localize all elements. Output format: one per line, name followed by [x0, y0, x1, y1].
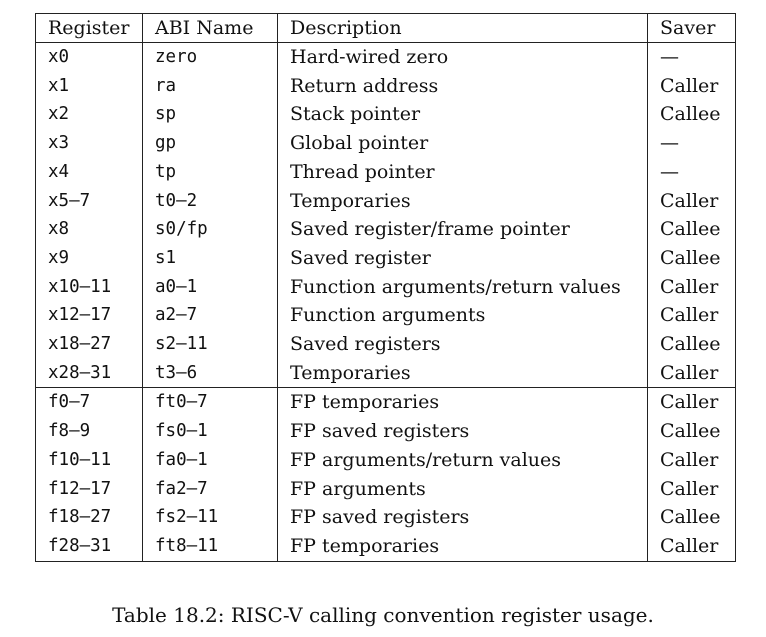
register-cell: f18–27	[36, 503, 143, 532]
register-cell: f0–7	[36, 388, 143, 417]
saver-cell: Callee	[648, 100, 736, 129]
table-row	[36, 215, 736, 244]
register-cell: x3	[36, 129, 143, 158]
saver-cell: Caller	[648, 187, 736, 216]
description-cell: FP saved registers	[278, 417, 648, 446]
description-cell: Saved register/frame pointer	[278, 215, 648, 244]
description-cell: FP saved registers	[278, 503, 648, 532]
register-usage-table	[35, 13, 736, 562]
description-cell: Temporaries	[278, 187, 648, 216]
abi-name-cell: gp	[143, 129, 278, 158]
table-row	[36, 532, 736, 561]
abi-name-cell: sp	[143, 100, 278, 129]
abi-name-cell: ra	[143, 72, 278, 101]
table-row	[36, 475, 736, 504]
register-cell: f28–31	[36, 532, 143, 561]
saver-cell: —	[648, 158, 736, 187]
saver-cell: Caller	[648, 446, 736, 475]
table-caption: Table 18.2: RISC-V calling convention register usage.	[112, 603, 654, 627]
description-cell: Thread pointer	[278, 158, 648, 187]
saver-cell: Caller	[648, 72, 736, 101]
description-cell: Stack pointer	[278, 100, 648, 129]
abi-name-cell: a0–1	[143, 273, 278, 302]
header-row	[36, 14, 736, 43]
saver-cell: Caller	[648, 532, 736, 561]
abi-name-cell: fs0–1	[143, 417, 278, 446]
abi-name-cell: t3–6	[143, 359, 278, 388]
saver-cell: Caller	[648, 359, 736, 388]
saver-cell: Callee	[648, 215, 736, 244]
register-cell: x10–11	[36, 273, 143, 302]
register-cell: x0	[36, 43, 143, 72]
table-row	[36, 100, 736, 129]
table-row	[36, 43, 736, 72]
abi-name-cell: a2–7	[143, 301, 278, 330]
description-cell: Saved register	[278, 244, 648, 273]
abi-name-cell: s1	[143, 244, 278, 273]
saver-cell: Callee	[648, 503, 736, 532]
abi-name-cell: s2–11	[143, 330, 278, 359]
table-header	[36, 14, 736, 43]
saver-cell: Callee	[648, 244, 736, 273]
table-row	[36, 417, 736, 446]
header-description: Description	[278, 14, 648, 43]
register-cell: x28–31	[36, 359, 143, 388]
abi-name-cell: ft0–7	[143, 388, 278, 417]
table-row	[36, 187, 736, 216]
abi-name-cell: s0/fp	[143, 215, 278, 244]
description-cell: FP arguments/return values	[278, 446, 648, 475]
description-cell: Return address	[278, 72, 648, 101]
table-row	[36, 446, 736, 475]
table-body	[36, 43, 736, 562]
register-cell: x4	[36, 158, 143, 187]
table-row	[36, 244, 736, 273]
header-register: Register	[36, 14, 143, 43]
register-cell: x5–7	[36, 187, 143, 216]
abi-name-cell: t0–2	[143, 187, 278, 216]
header-abi-name: ABI Name	[143, 14, 278, 43]
description-cell: FP temporaries	[278, 388, 648, 417]
register-cell: x12–17	[36, 301, 143, 330]
description-cell: Saved registers	[278, 330, 648, 359]
abi-name-cell: fa2–7	[143, 475, 278, 504]
saver-cell: Callee	[648, 417, 736, 446]
description-cell: Function arguments	[278, 301, 648, 330]
saver-cell: Caller	[648, 301, 736, 330]
table-row	[36, 273, 736, 302]
description-cell: Global pointer	[278, 129, 648, 158]
register-cell: x18–27	[36, 330, 143, 359]
register-cell: f12–17	[36, 475, 143, 504]
register-cell: x9	[36, 244, 143, 273]
description-cell: FP temporaries	[278, 532, 648, 561]
abi-name-cell: zero	[143, 43, 278, 72]
abi-name-cell: fa0–1	[143, 446, 278, 475]
description-cell: Temporaries	[278, 359, 648, 388]
saver-cell: —	[648, 43, 736, 72]
table-row	[36, 359, 736, 388]
saver-cell: Callee	[648, 330, 736, 359]
abi-name-cell: fs2–11	[143, 503, 278, 532]
register-cell: f10–11	[36, 446, 143, 475]
description-cell: Hard-wired zero	[278, 43, 648, 72]
table-row	[36, 301, 736, 330]
abi-name-cell: tp	[143, 158, 278, 187]
header-saver: Saver	[648, 14, 736, 43]
saver-cell: Caller	[648, 273, 736, 302]
description-cell: FP arguments	[278, 475, 648, 504]
register-cell: x1	[36, 72, 143, 101]
abi-name-cell: ft8–11	[143, 532, 278, 561]
table-row	[36, 503, 736, 532]
table-row	[36, 388, 736, 417]
table-row	[36, 330, 736, 359]
register-cell: x2	[36, 100, 143, 129]
saver-cell: Caller	[648, 388, 736, 417]
register-cell: x8	[36, 215, 143, 244]
description-cell: Function arguments/return values	[278, 273, 648, 302]
saver-cell: Caller	[648, 475, 736, 504]
table-row	[36, 158, 736, 187]
saver-cell: —	[648, 129, 736, 158]
table-row	[36, 72, 736, 101]
register-cell: f8–9	[36, 417, 143, 446]
table-row	[36, 129, 736, 158]
